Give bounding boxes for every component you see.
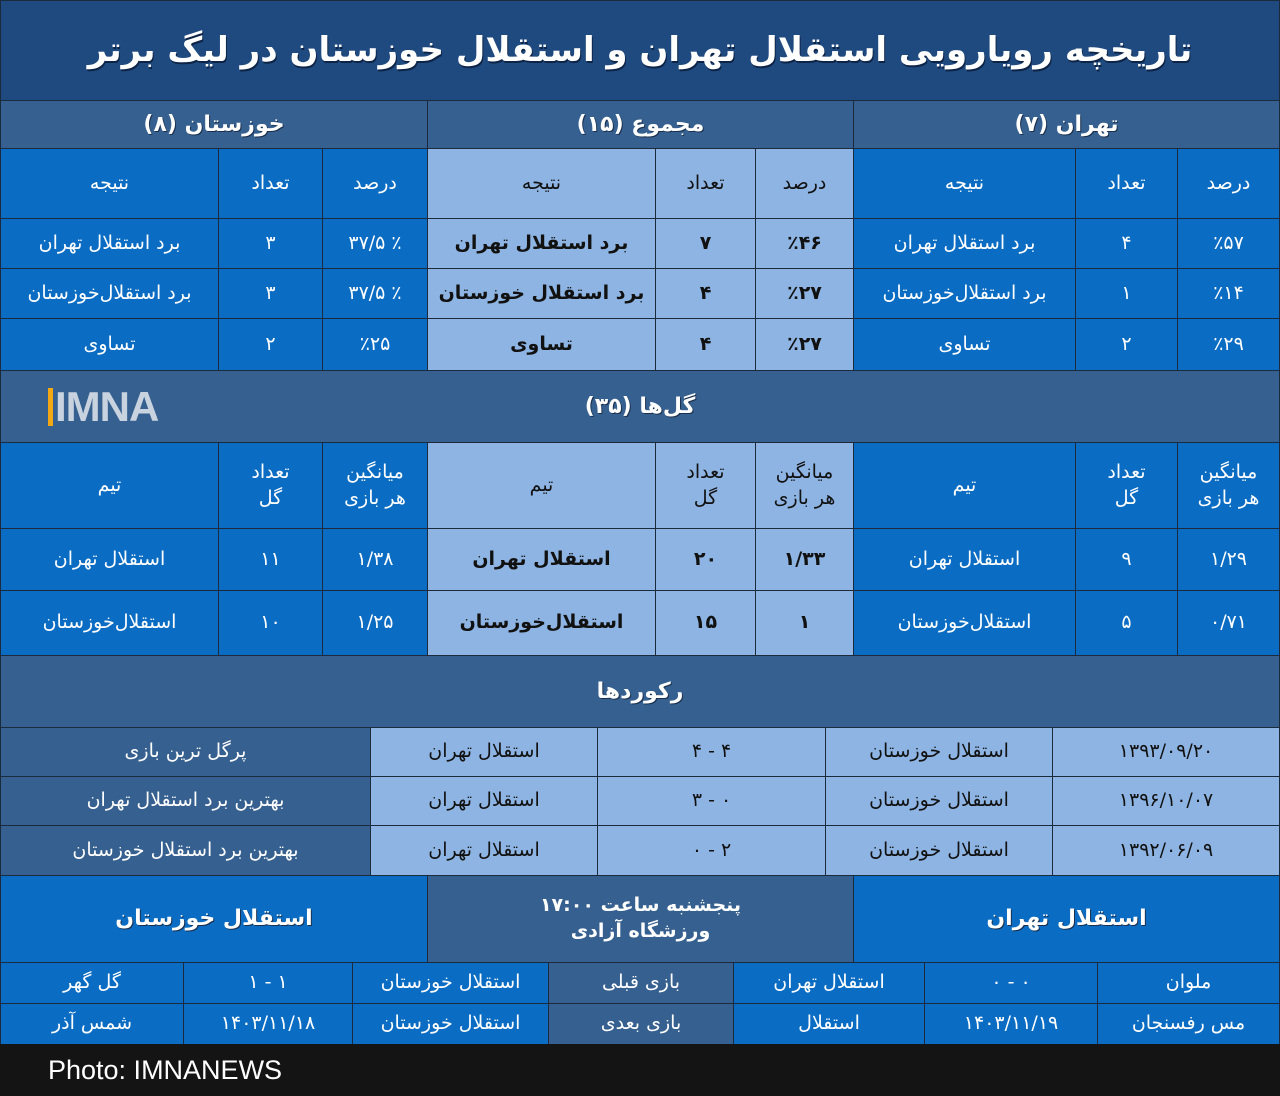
- photo-credit: Photo: IMNANEWS: [0, 1044, 1280, 1096]
- records-section-header: رکوردها: [0, 655, 1280, 728]
- record-date: ۱۳۹۲/۰۶/۰۹: [1052, 825, 1280, 876]
- result-cell: برد استقلال تهران: [853, 218, 1076, 269]
- record-away-team: استقلال تهران: [370, 825, 598, 876]
- record-score: ۰ - ۳: [597, 776, 826, 826]
- record-label: بهترین برد استقلال خوزستان: [0, 825, 371, 876]
- column-header-percent: درصد: [322, 148, 428, 219]
- khuzestan-opponent: گل گهر: [0, 962, 184, 1004]
- record-label: پرگل ترین بازی: [0, 727, 371, 777]
- khuzestan-opponent: شمس آذر: [0, 1003, 184, 1045]
- count-cell: ۱: [1075, 268, 1178, 319]
- result-cell: برد استقلال‌خوزستان: [853, 268, 1076, 319]
- result-cell: برد استقلال تهران: [0, 218, 219, 269]
- goals-section-header: گل‌ها (۳۵): [0, 370, 1280, 443]
- percent-cell: ٪۴۶: [755, 218, 854, 269]
- average-cell: ۱: [755, 590, 854, 656]
- percent-cell: ٪۵۷: [1177, 218, 1280, 269]
- column-header-result: نتیجه: [0, 148, 219, 219]
- match-datetime: پنجشنبه ساعت ۱۷:۰۰: [539, 894, 742, 917]
- record-score: ۲ - ۰: [597, 825, 826, 876]
- average-cell: ۱/۲۵: [322, 590, 428, 656]
- section-header-khuzestan: خوزستان (۸): [0, 100, 428, 149]
- record-home-team: استقلال خوزستان: [825, 727, 1053, 777]
- count-cell: ۲: [218, 318, 323, 371]
- average-cell: ۱/۳۸: [322, 528, 428, 591]
- average-cell: ۰/۷۱: [1177, 590, 1280, 656]
- tehran-team: استقلال تهران: [733, 962, 925, 1004]
- record-date: ۱۳۹۶/۱۰/۰۷: [1052, 776, 1280, 826]
- tehran-opponent: ملوان: [1097, 962, 1280, 1004]
- khuzestan-info: ۱۴۰۳/۱۱/۱۸: [183, 1003, 353, 1045]
- tehran-opponent: مس رفسنجان: [1097, 1003, 1280, 1045]
- goals-cell: ۲۰: [655, 528, 756, 591]
- column-header-percent: درصد: [755, 148, 854, 219]
- khuzestan-info: ۱ - ۱: [183, 962, 353, 1004]
- percent-cell: ٪۲۷: [755, 318, 854, 371]
- count-cell: ۴: [655, 318, 756, 371]
- goals-cell: ۱۵: [655, 590, 756, 656]
- khuzestan-team: استقلال خوزستان: [352, 1003, 549, 1045]
- column-header-average: میانگین هر بازی: [1177, 442, 1280, 529]
- column-header-count: تعداد: [1075, 148, 1178, 219]
- count-cell: ۴: [1075, 218, 1178, 269]
- tehran-info: ۱۴۰۳/۱۱/۱۹: [924, 1003, 1098, 1045]
- section-header-total: مجموع (۱۵): [427, 100, 854, 149]
- team-cell: استقلال‌خوزستان: [0, 590, 219, 656]
- form-row-label: بازی قبلی: [548, 962, 734, 1004]
- record-home-team: استقلال خوزستان: [825, 825, 1053, 876]
- percent-cell: ٪ ۳۷/۵: [322, 218, 428, 269]
- team-cell: استقلال‌خوزستان: [427, 590, 656, 656]
- record-home-team: استقلال خوزستان: [825, 776, 1053, 826]
- goals-cell: ۱۰: [218, 590, 323, 656]
- count-cell: ۴: [655, 268, 756, 319]
- upcoming-away-team: استقلال خوزستان: [0, 875, 428, 963]
- column-header-team: تیم: [0, 442, 219, 529]
- record-label: بهترین برد استقلال تهران: [0, 776, 371, 826]
- goals-cell: ۹: [1075, 528, 1178, 591]
- record-date: ۱۳۹۳/۰۹/۲۰: [1052, 727, 1280, 777]
- column-header-goals: تعداد گل: [218, 442, 323, 529]
- column-header-average: میانگین هر بازی: [755, 442, 854, 529]
- count-cell: ۳: [218, 218, 323, 269]
- percent-cell: ٪ ۳۷/۵: [322, 268, 428, 319]
- column-header-result: نتیجه: [427, 148, 656, 219]
- imna-logo: [48, 383, 159, 430]
- logo-accent-bar: [48, 388, 53, 426]
- page-title: تاریخچه رویارویی استقلال تهران و استقلال خوزستان در لیگ برتر: [0, 0, 1280, 101]
- team-cell: استقلال تهران: [427, 528, 656, 591]
- count-cell: ۷: [655, 218, 756, 269]
- result-cell: تساوی: [853, 318, 1076, 371]
- khuzestan-team: استقلال خوزستان: [352, 962, 549, 1004]
- section-header-tehran: تهران (۷): [853, 100, 1280, 149]
- column-header-percent: درصد: [1177, 148, 1280, 219]
- column-header-average: میانگین هر بازی: [322, 442, 428, 529]
- percent-cell: ٪۱۴: [1177, 268, 1280, 319]
- logo-text: IMNA: [55, 383, 159, 430]
- record-score: ۴ - ۴: [597, 727, 826, 777]
- column-header-result: نتیجه: [853, 148, 1076, 219]
- goals-cell: ۱۱: [218, 528, 323, 591]
- tehran-team: استقلال: [733, 1003, 925, 1045]
- column-header-count: تعداد: [218, 148, 323, 219]
- percent-cell: ٪۲۷: [755, 268, 854, 319]
- result-cell: برد استقلال خوزستان: [427, 268, 656, 319]
- result-cell: تساوی: [427, 318, 656, 371]
- column-header-team: تیم: [853, 442, 1076, 529]
- team-cell: استقلال‌خوزستان: [853, 590, 1076, 656]
- tehran-info: ۰ - ۰: [924, 962, 1098, 1004]
- record-away-team: استقلال تهران: [370, 776, 598, 826]
- column-header-count: تعداد: [655, 148, 756, 219]
- percent-cell: ٪۲۹: [1177, 318, 1280, 371]
- form-row-label: بازی بعدی: [548, 1003, 734, 1045]
- team-cell: استقلال تهران: [0, 528, 219, 591]
- percent-cell: ٪۲۵: [322, 318, 428, 371]
- team-cell: استقلال تهران: [853, 528, 1076, 591]
- upcoming-home-team: استقلال تهران: [853, 875, 1280, 963]
- result-cell: تساوی: [0, 318, 219, 371]
- column-header-goals: تعداد گل: [1075, 442, 1178, 529]
- upcoming-match-info: [427, 875, 854, 963]
- result-cell: برد استقلال تهران: [427, 218, 656, 269]
- record-away-team: استقلال تهران: [370, 727, 598, 777]
- column-header-goals: تعداد گل: [655, 442, 756, 529]
- result-cell: برد استقلال‌خوزستان: [0, 268, 219, 319]
- column-header-team: تیم: [427, 442, 656, 529]
- average-cell: ۱/۲۹: [1177, 528, 1280, 591]
- average-cell: ۱/۳۳: [755, 528, 854, 591]
- goals-cell: ۵: [1075, 590, 1178, 656]
- count-cell: ۲: [1075, 318, 1178, 371]
- count-cell: ۳: [218, 268, 323, 319]
- match-venue: ورزشگاه آزادی: [570, 920, 711, 942]
